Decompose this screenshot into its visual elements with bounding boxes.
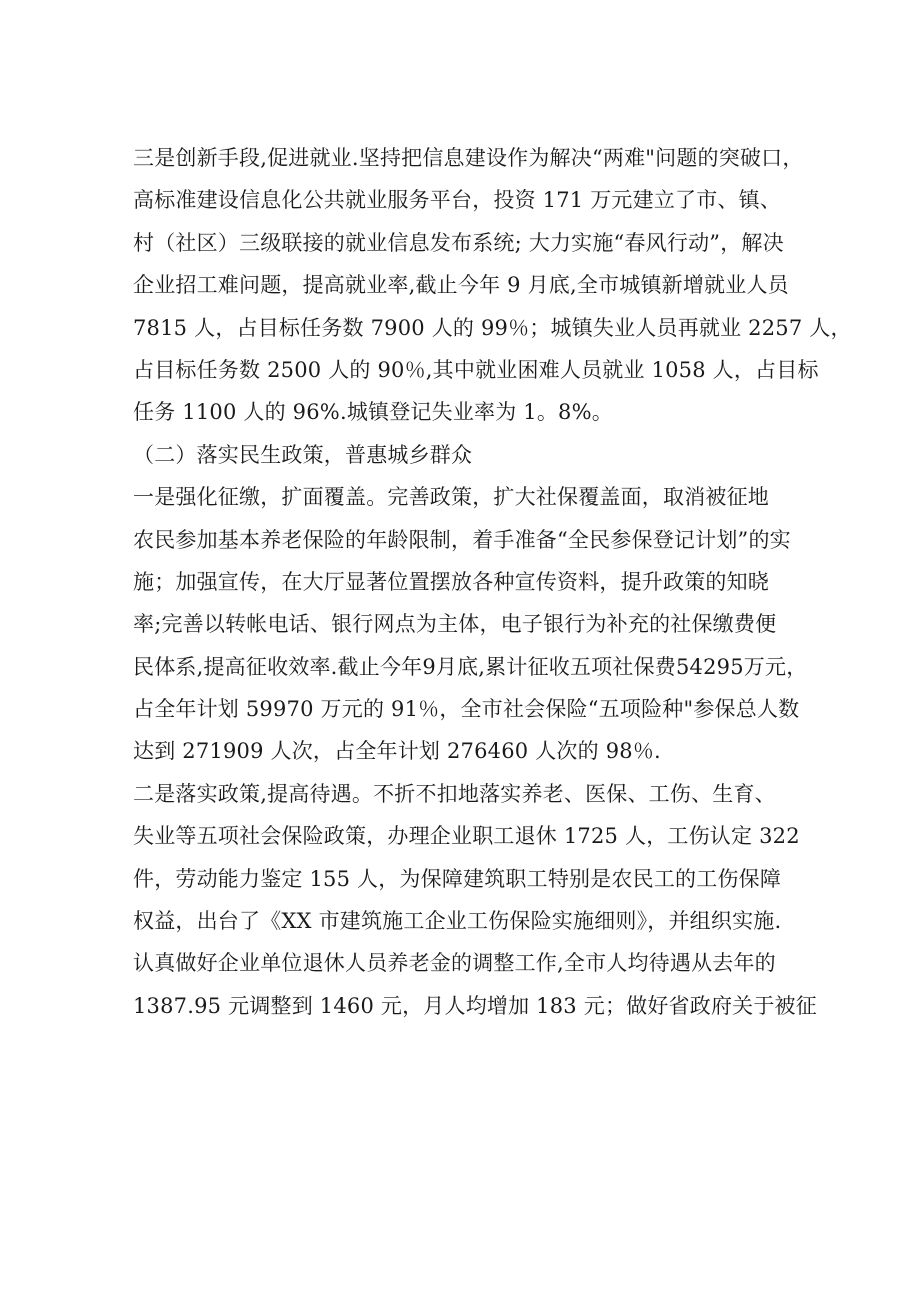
- text-line: 企业招工难问题，提高就业率,截止今年 9 月底,全市城镇新增就业人员: [133, 273, 789, 298]
- text-line: 农民参加基本养老保险的年龄限制，着手准备“全民参保登记计划”的实: [133, 527, 791, 552]
- text-line: 权益，出台了《XX 市建筑施工企业工伤保险实施细则》，并组织实施.: [133, 909, 782, 934]
- text-line: 达到 271909 人次，占全年计划 276460 人次的 98％.: [133, 739, 661, 764]
- text-line: 任务 1100 人的 96%.城镇登记失业率为 1。8%。: [133, 400, 613, 425]
- text-line: 二是落实政策,提高待遇。不折不扣地落实养老、医保、工伤、生育、: [133, 781, 776, 806]
- text-line: 民体系,提高征收效率.截止今年9月底,累计征收五项社保费54295万元，: [133, 654, 808, 679]
- text-line: 村（社区）三级联接的就业信息发布系统; 大力实施“春风行动”，解决: [133, 230, 784, 255]
- text-line: 占全年计划 59970 万元的 91％，全市社会保险“五项险种"参保总人数: [133, 697, 800, 722]
- text-line: 失业等五项社会保险政策，办理企业职工退休 1725 人，工伤认定 322: [133, 824, 800, 849]
- text-line: 一是强化征缴，扩面覆盖。完善政策，扩大社保覆盖面，取消被征地: [133, 485, 769, 510]
- text-line: 施；加强宣传，在大厅显著位置摆放各种宣传资料，提升政策的知晓: [133, 569, 769, 594]
- text-line: 件，劳动能力鉴定 155 人，为保障建筑职工特别是农民工的工伤保障: [133, 866, 782, 891]
- text-line: 占目标任务数 2500 人的 90％,其中就业困难人员就业 1058 人，占目标: [133, 357, 819, 382]
- text-line: 7815 人，占目标任务数 7900 人的 99％；城镇失业人员再就业 2257 人，: [133, 315, 852, 340]
- text-line: 认真做好企业单位退休人员养老金的调整工作,全市人均待遇从去年的: [133, 951, 776, 976]
- text-line: 率;完善以转帐电话、银行网点为主体，电子银行为补充的社保缴费便: [133, 612, 777, 637]
- text-line: 1387.95 元调整到 1460 元，月人均增加 183 元；做好省政府关于被征: [133, 993, 817, 1018]
- body-text: [133, 137, 852, 1027]
- text-line: 高标准建设信息化公共就业服务平台，投资 171 万元建立了市、镇、: [133, 188, 782, 213]
- section-heading: （二）落实民生政策，普惠城乡群众: [133, 442, 473, 467]
- text-line: 三是创新手段,促进就业.坚持把信息建设作为解决“两难"问题的突破口，: [133, 146, 804, 170]
